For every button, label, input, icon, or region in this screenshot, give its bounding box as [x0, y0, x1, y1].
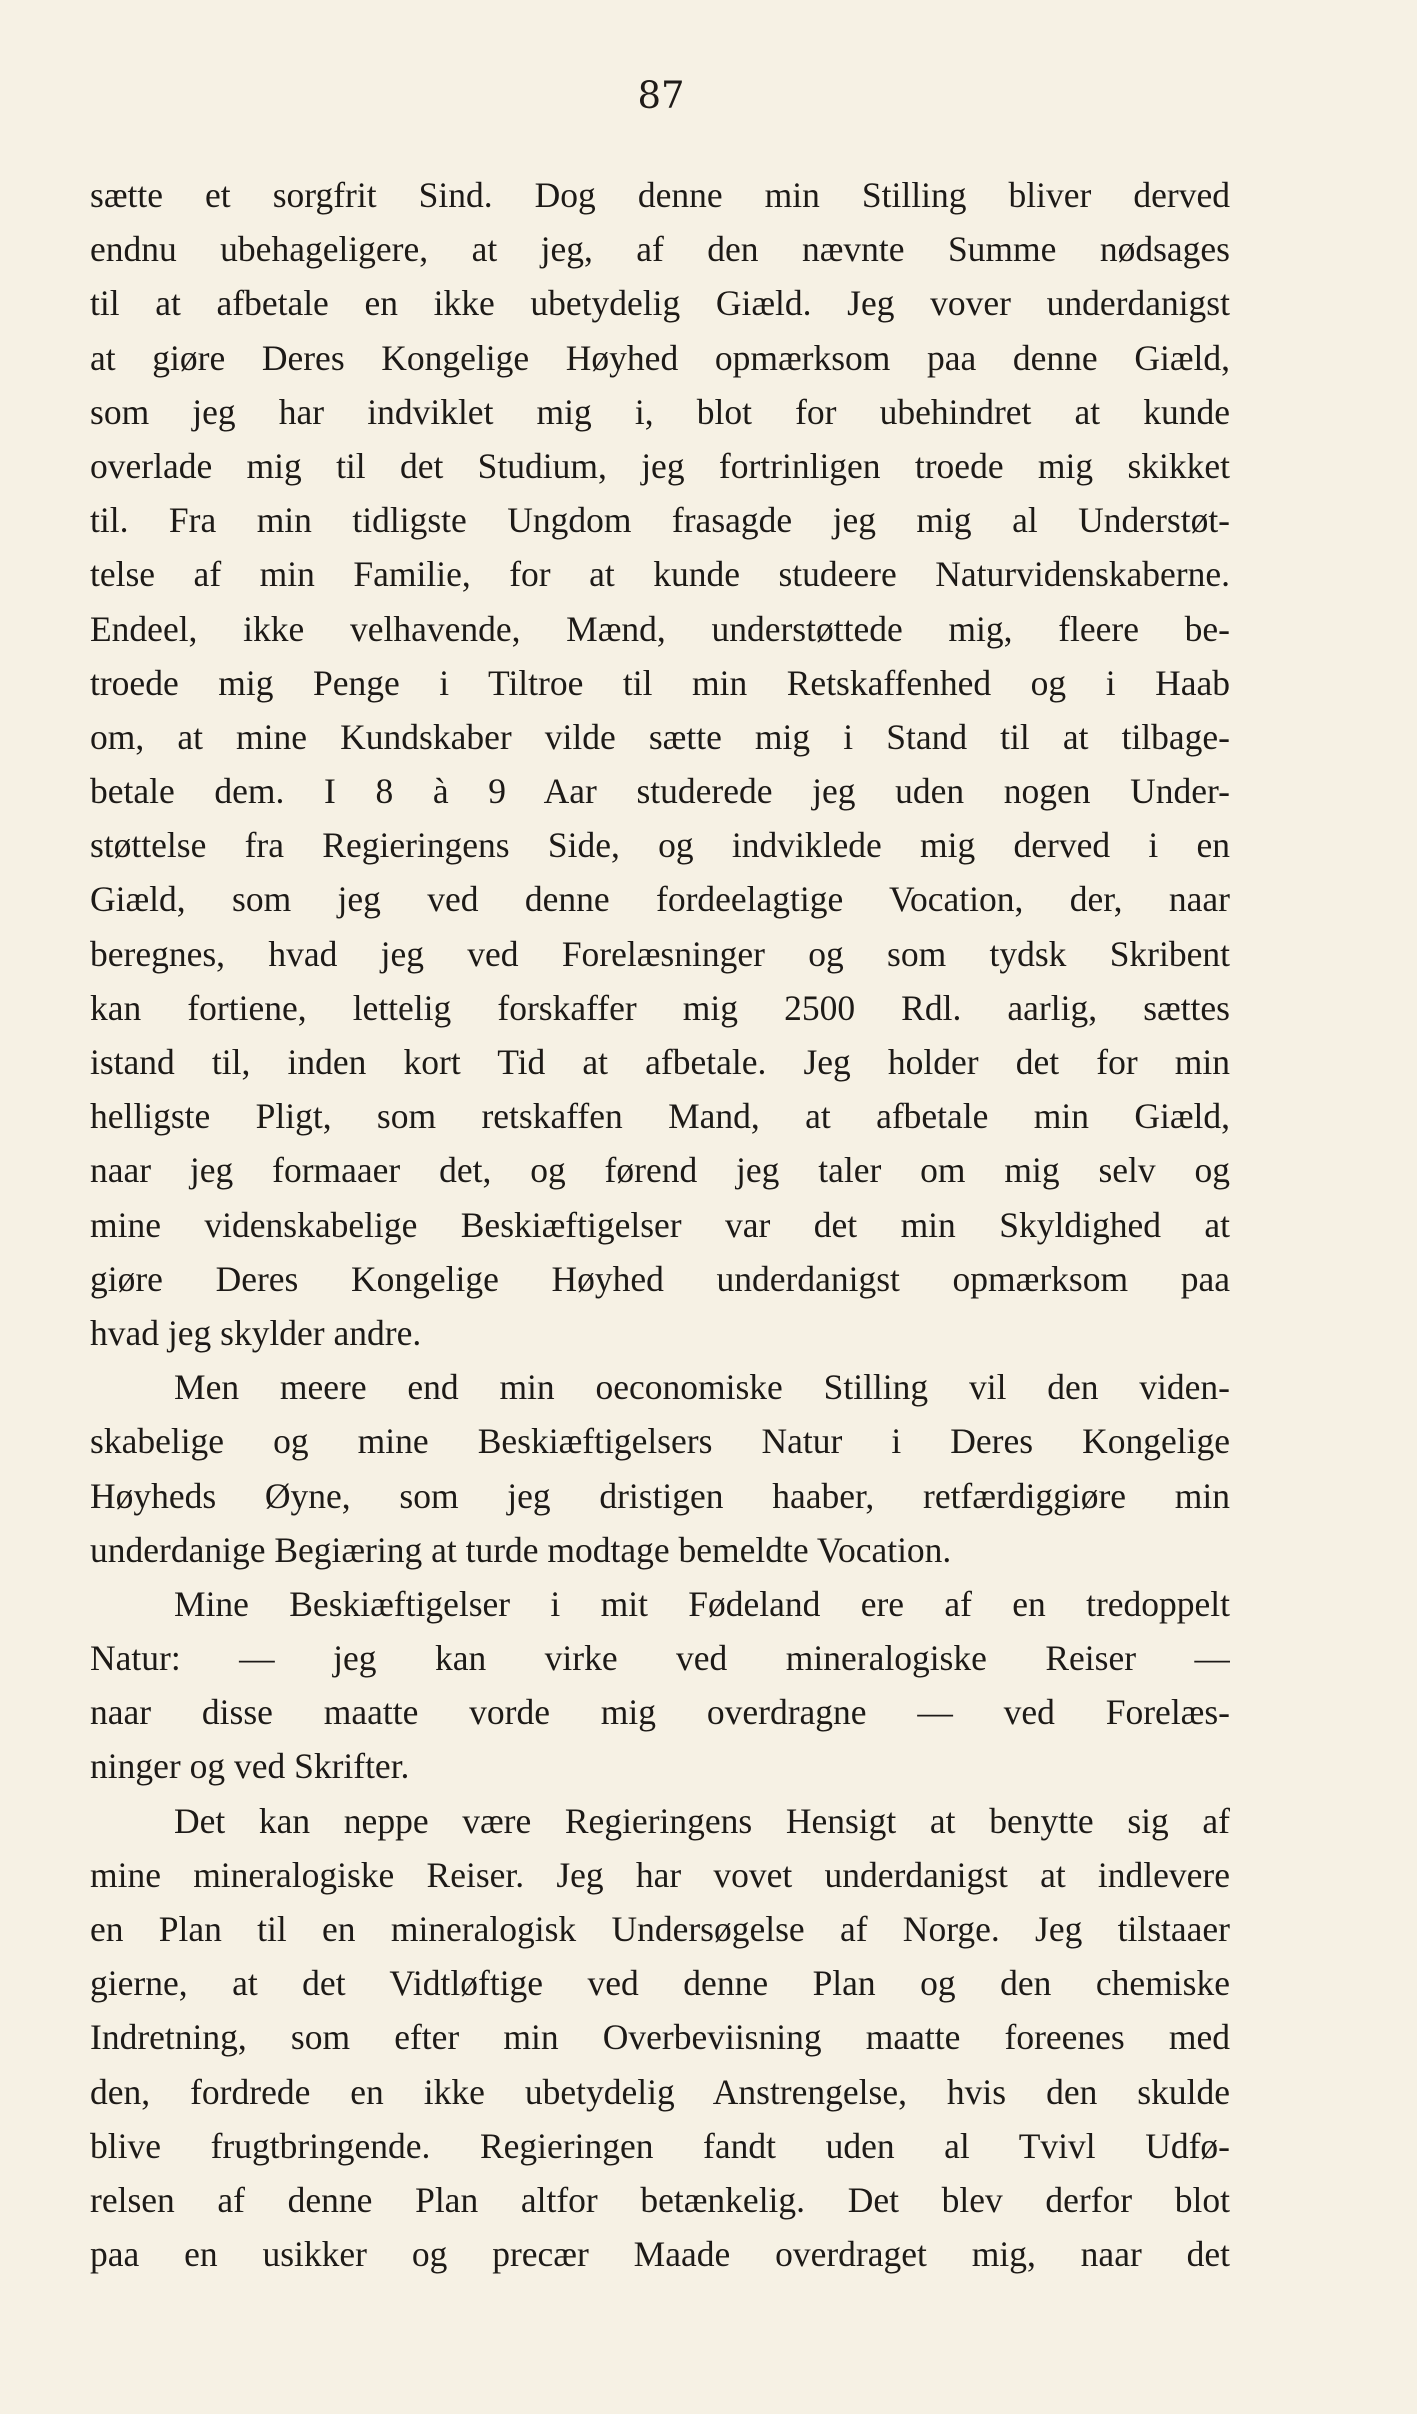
text-line: gierne, at det Vidtløftige ved denne Plan og den chemiske: [90, 1963, 1230, 2004]
text-line: skabelige og mine Beskiæftigelsers Natur i Deres Kongelige: [90, 1421, 1230, 1462]
text-line: Men meere end min oeconomiske Stilling vil den viden-: [174, 1367, 1230, 1408]
text-line: Natur: — jeg kan virke ved mineralogiske Reiser —: [90, 1638, 1230, 1679]
text-line: naar jeg formaaer det, og førend jeg taler om mig selv og: [90, 1150, 1230, 1191]
text-line: den, fordrede en ikke ubetydelig Anstrengelse, hvis den skulde: [90, 2071, 1230, 2112]
text-line: telse af min Familie, for at kunde studeere Naturvidenskaberne.: [90, 554, 1230, 595]
text-line: relsen af denne Plan altfor betænkelig. Det blev derfor blot: [90, 2179, 1230, 2220]
text-line: Høyheds Øyne, som jeg dristigen haaber, retfærdiggiøre min: [90, 1475, 1230, 1516]
text-line: overlade mig til det Studium, jeg fortrinligen troede mig skikket: [90, 445, 1230, 486]
text-line: Mine Beskiæftigelser i mit Fødeland ere af en tredoppelt: [174, 1583, 1230, 1624]
text-line: sætte et sorgfrit Sind. Dog denne min Stilling bliver derved: [90, 175, 1230, 215]
text-line: Det kan neppe være Regieringens Hensigt at benytte sig af: [174, 1800, 1230, 1841]
text-line: blive frugtbringende. Regieringen fandt uden al Tvivl Udfø-: [90, 2125, 1230, 2166]
text-line: Indretning, som efter min Overbeviisning maatte foreenes med: [90, 2017, 1230, 2058]
text-line: mine mineralogiske Reiser. Jeg har vovet underdanigst at indlevere: [90, 1854, 1230, 1895]
text-line: en Plan til en mineralogisk Undersøgelse af Norge. Jeg tilstaaer: [90, 1909, 1230, 1949]
text-line: betale dem. I 8 à 9 Aar studerede jeg uden nogen Under-: [90, 771, 1230, 812]
text-line: at giøre Deres Kongelige Høyhed opmærksom paa denne Giæld,: [90, 337, 1230, 378]
text-line: giøre Deres Kongelige Høyhed underdanigst opmærksom paa: [90, 1258, 1230, 1299]
text-line: ninger og ved Skrifter.: [90, 1746, 410, 1787]
text-line: istand til, inden kort Tid at afbetale. Jeg holder det for min: [90, 1042, 1230, 1082]
text-line: naar disse maatte vorde mig overdragne — ved Forelæs-: [90, 1692, 1230, 1733]
text-line: helligste Pligt, som retskaffen Mand, at afbetale min Giæld,: [90, 1096, 1230, 1137]
text-line: Giæld, som jeg ved denne fordeelagtige Vocation, der, naar: [90, 879, 1230, 920]
page-number: 87: [637, 74, 685, 117]
body-text: [90, 168, 1230, 2281]
text-line: støttelse fra Regieringens Side, og indviklede mig derved i en: [90, 825, 1230, 866]
text-line: til. Fra min tidligste Ungdom frasagde jeg mig al Understøt-: [90, 500, 1230, 541]
text-line: Endeel, ikke velhavende, Mænd, understøttede mig, fleere be-: [90, 608, 1230, 649]
text-line: om, at mine Kundskaber vilde sætte mig i Stand til at tilbage-: [90, 716, 1230, 757]
text-line: mine videnskabelige Beskiæftigelser var det min Skyldighed at: [90, 1204, 1230, 1245]
text-line: troede mig Penge i Tiltroe til min Retskaffenhed og i Haab: [90, 662, 1230, 703]
text-line: hvad jeg skylder andre.: [90, 1312, 422, 1353]
text-line: endnu ubehageligere, at jeg, af den nævnte Summe nødsages: [90, 229, 1230, 270]
text-line: beregnes, hvad jeg ved Forelæsninger og som tydsk Skribent: [90, 933, 1230, 974]
text-line: kan fortiene, lettelig forskaffer mig 2500 Rdl. aarlig, sættes: [90, 987, 1230, 1028]
text-line: underdanige Begiæring at turde modtage bemeldte Vocation.: [90, 1529, 952, 1570]
text-line: paa en usikker og precær Maade overdraget mig, naar det: [90, 2234, 1230, 2275]
text-line: som jeg har indviklet mig i, blot for ubehindret at kunde: [90, 391, 1230, 432]
text-line: til at afbetale en ikke ubetydelig Giæld. Jeg vover underdanigst: [90, 283, 1230, 324]
